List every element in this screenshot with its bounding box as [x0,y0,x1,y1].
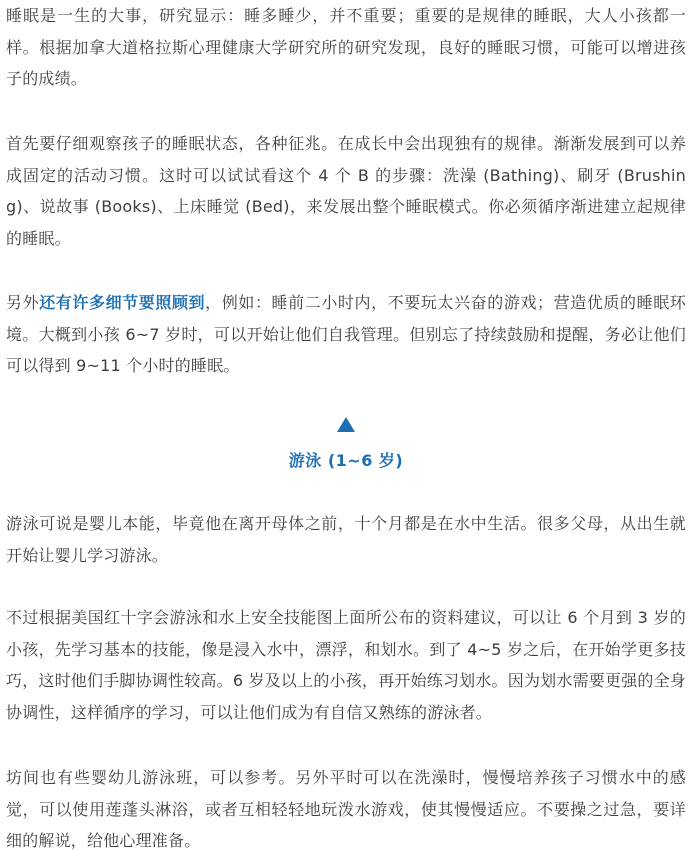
paragraph-sleep-routine: 首先要仔细观察孩子的睡眠状态，各种征兆。在成长中会出现独有的规律。渐渐发展到可以养成固定的活动习惯。这时可以试试看这个 4 个 B 的步骤：洗澡 (Bathing)、刷牙 (Brushing)、说故事 (Books)、上床睡觉 (Bed)，来发展出整个睡眠模式。你必须循序渐进建立起规律的睡眠。 [6,134,686,248]
paragraph-sleep-intro: 睡眠是一生的大事，研究显示：睡多睡少，并不重要；重要的是规律的睡眠，大人小孩都一样。根据加拿大道格拉斯心理健康大学研究所的研究发现，良好的睡眠习惯，可能可以增进孩子的成绩。 [6,6,686,88]
section-header-swimming [0,417,692,471]
paragraph-swimming-classes: 坊间也有些婴幼儿游泳班，可以参考。另外平时可以在洗澡时，慢慢培养孩子习惯水中的感觉，可以使用莲蓬头淋浴，或者互相轻轻地玩泼水游戏，使其慢慢适应。不要操之过急，要详细的解说，给他心理准备。 [6,768,686,850]
section-title: 游泳 (1~6 岁) [288,451,404,470]
paragraph-swimming-advice: 不过根据美国红十字会游泳和水上安全技能图上面所公布的资料建议，可以让 6 个月到 3 岁的小孩，先学习基本的技能，像是浸入水中，漂浮，和划水。到了 4~5 岁之后，在开始学更多技巧，这时他们手脚协调性较高。6 岁及以上的小孩，再开始练习划水。因为划水需要更强的全身协调性，这样循序的学习，可以让他们成为有自信又熟练的游泳者。 [6,608,686,722]
paragraph-sleep-details-lead: 另外 [6,293,40,312]
triangle-up-icon [337,417,355,432]
paragraph-sleep-details-rest: ，例如：睡前二小时内，不要玩太兴奋的游戏；营造优质的睡眠环境。大概到小孩 6~7 岁时，可以开始让他们自我管理。但别忘了持续鼓励和提醒，务必让他们可以得到 9~11 个小时的睡眠。 [6,293,686,375]
paragraph-sleep-details [6,287,686,382]
paragraph-swimming-intro: 游泳可说是婴儿本能，毕竟他在离开母体之前，十个月都是在水中生活。很多父母，从出生就开始让婴儿学习游泳。 [6,514,686,565]
highlighted-phrase: 还有许多细节要照顾到 [39,293,206,312]
